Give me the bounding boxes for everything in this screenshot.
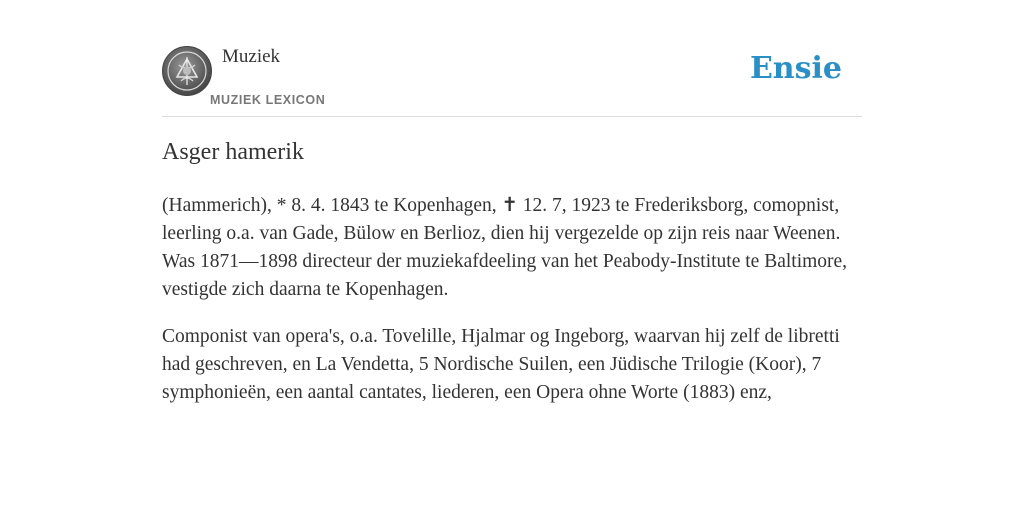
- site-name[interactable]: Muziek: [222, 46, 281, 67]
- site-header: [162, 42, 862, 117]
- muziek-emblem-icon[interactable]: [162, 46, 212, 96]
- article-title: Asger hamerik: [162, 139, 304, 165]
- site-subtitle[interactable]: MUZIEK LEXICON: [210, 93, 326, 107]
- article-paragraph: (Hammerich), * 8. 4. 1843 te Kopenhagen, ✝ 12. 7, 1923 te Frederiksborg, comopnist, leerling o.a. van Gade, Bülow en Berlioz, dien hij vergezelde op zijn reis naar Weenen. Was 1871—1898 directeur der muziekafdeeling van het Peabody-Institute te Baltimore, vestigde zich daarna te Kopenhagen.: [162, 195, 848, 300]
- article-paragraph: Componist van opera's, o.a. Tovelille, Hjalmar og Ingeborg, waarvan hij zelf de libretti had geschreven, en La Vendetta, 5 Nordische Suilen, een Jüdische Trilogie (Koor), 7 symphonieën, een aantal cantates, liederen, een Opera ohne Worte (1883) enz,: [162, 326, 840, 403]
- article-body: [162, 192, 864, 426]
- brand-logo-link[interactable]: Ensie: [749, 51, 842, 86]
